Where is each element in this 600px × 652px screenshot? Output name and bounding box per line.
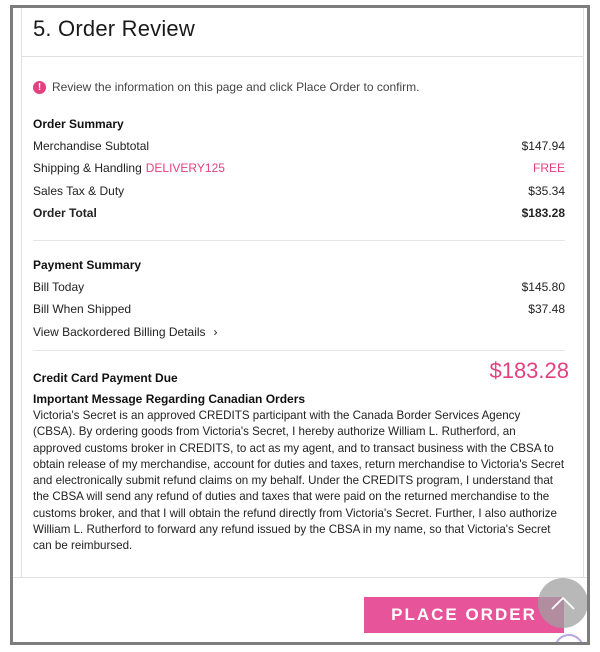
- row-label: Bill Today: [33, 280, 85, 294]
- row-label: Order Total: [33, 206, 97, 220]
- order-summary-title: Order Summary: [33, 117, 124, 131]
- row-label: Bill When Shipped: [33, 302, 132, 316]
- divider: [33, 350, 565, 351]
- row-label: Merchandise Subtotal: [33, 139, 150, 153]
- order-total-row: [33, 206, 565, 220]
- chevron-right-icon: ›: [213, 325, 218, 339]
- credit-card-due-label: Credit Card Payment Due: [33, 371, 178, 385]
- backordered-billing-link[interactable]: [33, 325, 218, 339]
- row-value: FREE: [532, 161, 565, 175]
- alert-icon: !: [33, 81, 46, 94]
- sales-tax-row: [33, 184, 565, 198]
- notice-text: Review the information on this page and click Place Order to confirm.: [52, 80, 420, 94]
- link-text: View Backordered Billing Details: [33, 325, 206, 339]
- row-label: Sales Tax & Duty: [33, 184, 125, 198]
- row-label: Shipping & Handling: [33, 161, 142, 175]
- info-notice: [33, 80, 420, 94]
- shipping-row: [33, 161, 565, 175]
- row-value: $37.48: [528, 302, 565, 316]
- divider: [33, 240, 565, 241]
- scroll-to-top-button[interactable]: [538, 578, 588, 628]
- place-order-button[interactable]: PLACE ORDER: [364, 597, 564, 633]
- message-title: Important Message Regarding Canadian Orders: [33, 392, 306, 406]
- payment-summary-title: Payment Summary: [33, 258, 142, 272]
- bill-when-shipped-row: [33, 302, 565, 316]
- divider: [22, 56, 583, 57]
- bill-today-row: [33, 280, 565, 294]
- page-title: 5. Order Review: [33, 16, 195, 41]
- chevron-up-icon: [550, 595, 576, 611]
- row-value: $35.34: [528, 184, 565, 198]
- screenshot-frame: [10, 5, 590, 645]
- row-value: $183.28: [521, 206, 565, 220]
- promo-code: DELIVERY125: [145, 161, 225, 175]
- credit-card-due-amount: $183.28: [489, 358, 569, 383]
- merchandise-subtotal-row: [33, 139, 565, 153]
- divider: [13, 577, 590, 578]
- message-body: Victoria's Secret is an approved CREDITS participant with the Canada Border Services Agency (CBSA). By ordering goods from Victoria's Secret, I hereby authorize William L. Rutherford, an approved customs broker in CREDITS, to act as my agent, and to transact business with the CBSA to obtain release of my merchandise, account for duties and taxes, return merchandise to Victoria's Secret and electronically submit refund claims on my behalf. Under the CREDITS program, I understand that the CBSA will send any refund of duties and taxes that were paid on the returned merchandise to the customs broker, and that I will obtain the refund directly from Victoria's Secret. Further, I also authorize William L. Rutherford to forward any refund issued by the CBSA in my name, so that Victoria's Secret can be reimbursed.: [33, 409, 565, 553]
- row-value: $147.94: [521, 139, 565, 153]
- row-value: $145.80: [521, 280, 565, 294]
